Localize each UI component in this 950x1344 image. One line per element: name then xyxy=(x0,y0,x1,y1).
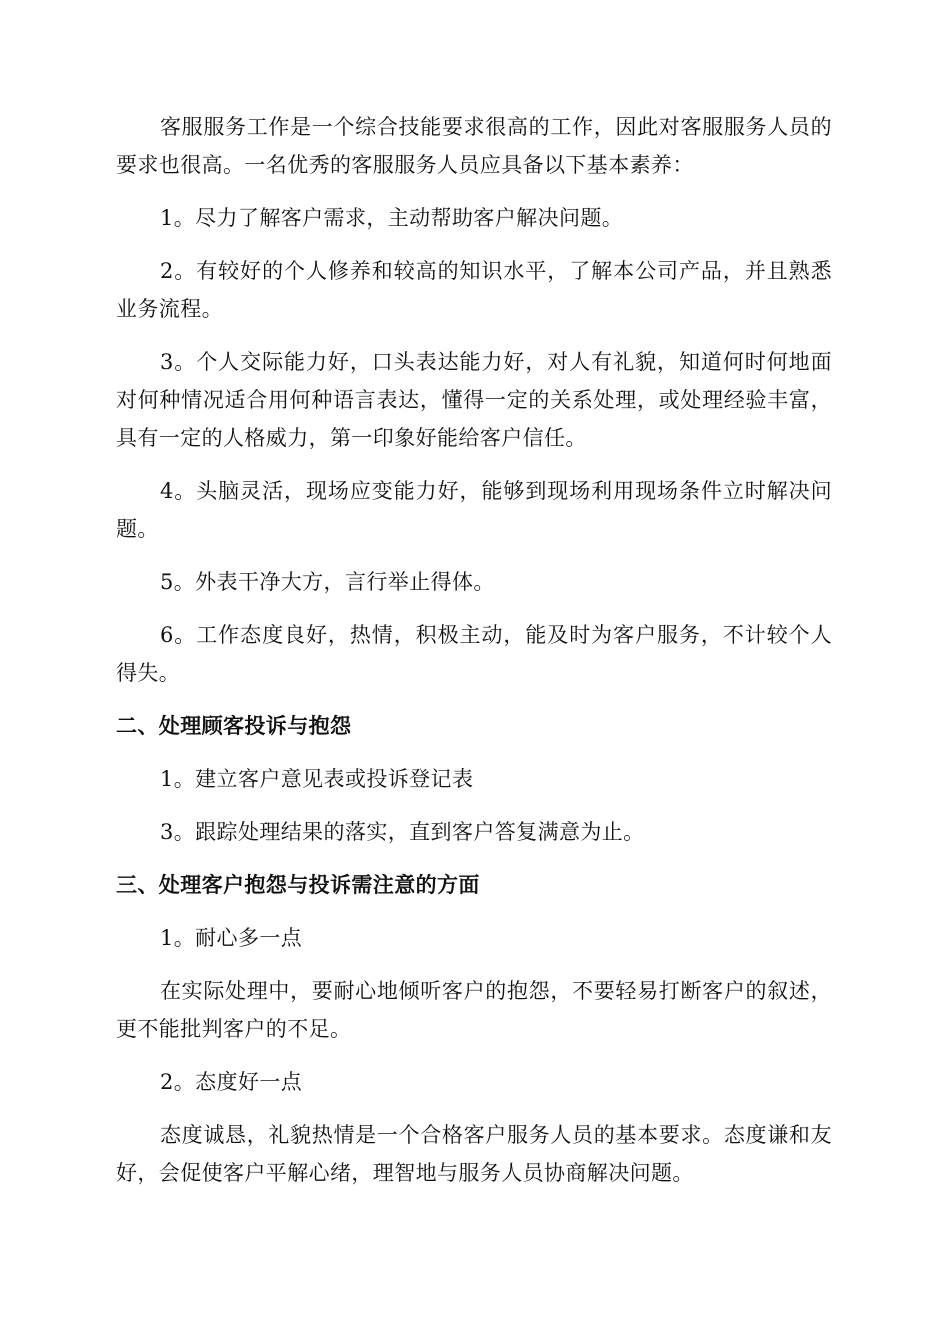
list-item: 4。头脑灵活，现场应变能力好，能够到现场利用现场条件立时解决问题。 xyxy=(116,479,832,541)
list-item: 1。建立客户意见表或投诉登记表 xyxy=(160,767,474,791)
body-paragraph: 在实际处理中，要耐心地倾听客户的抱怨，不要轻易打断客户的叙述，更不能批判客户的不足。 xyxy=(116,979,832,1041)
list-item: 2。有较好的个人修养和较高的知识水平，了解本公司产品，并且熟悉业务流程。 xyxy=(116,259,832,321)
document-body xyxy=(116,108,832,1207)
list-item: 1。耐心多一点 xyxy=(160,926,303,950)
intro-paragraph: 客服服务工作是一个综合技能要求很高的工作，因此对客服服务人员的要求也很高。一名优秀的客服服务人员应具备以下基本素养： xyxy=(116,115,832,177)
list-item: 3。跟踪处理结果的落实，直到客户答复满意为止。 xyxy=(160,820,645,844)
list-item: 5。外表干净大方，言行举止得体。 xyxy=(160,570,495,594)
list-item: 3。个人交际能力好，口头表达能力好，对人有礼貌，知道何时何地面对何种情况适合用何种语言表达，懂得一定的关系处理，或处理经验丰富，具有一定的人格威力，第一印象好能给客户信任。 xyxy=(116,350,832,450)
body-paragraph: 态度诚恳，礼貌热情是一个合格客户服务人员的基本要求。态度谦和友好，会促使客户平解心绪，理智地与服务人员协商解决问题。 xyxy=(116,1123,832,1185)
list-item: 6。工作态度良好，热情，积极主动，能及时为客户服务，不计较个人得失。 xyxy=(116,623,832,685)
section-heading: 二、处理顾客投诉与抱怨 xyxy=(116,713,352,738)
list-item: 1。尽力了解客户需求，主动帮助客户解决问题。 xyxy=(160,206,624,230)
section-heading: 三、处理客户抱怨与投诉需注意的方面 xyxy=(116,872,480,897)
list-item: 2。态度好一点 xyxy=(160,1070,303,1094)
